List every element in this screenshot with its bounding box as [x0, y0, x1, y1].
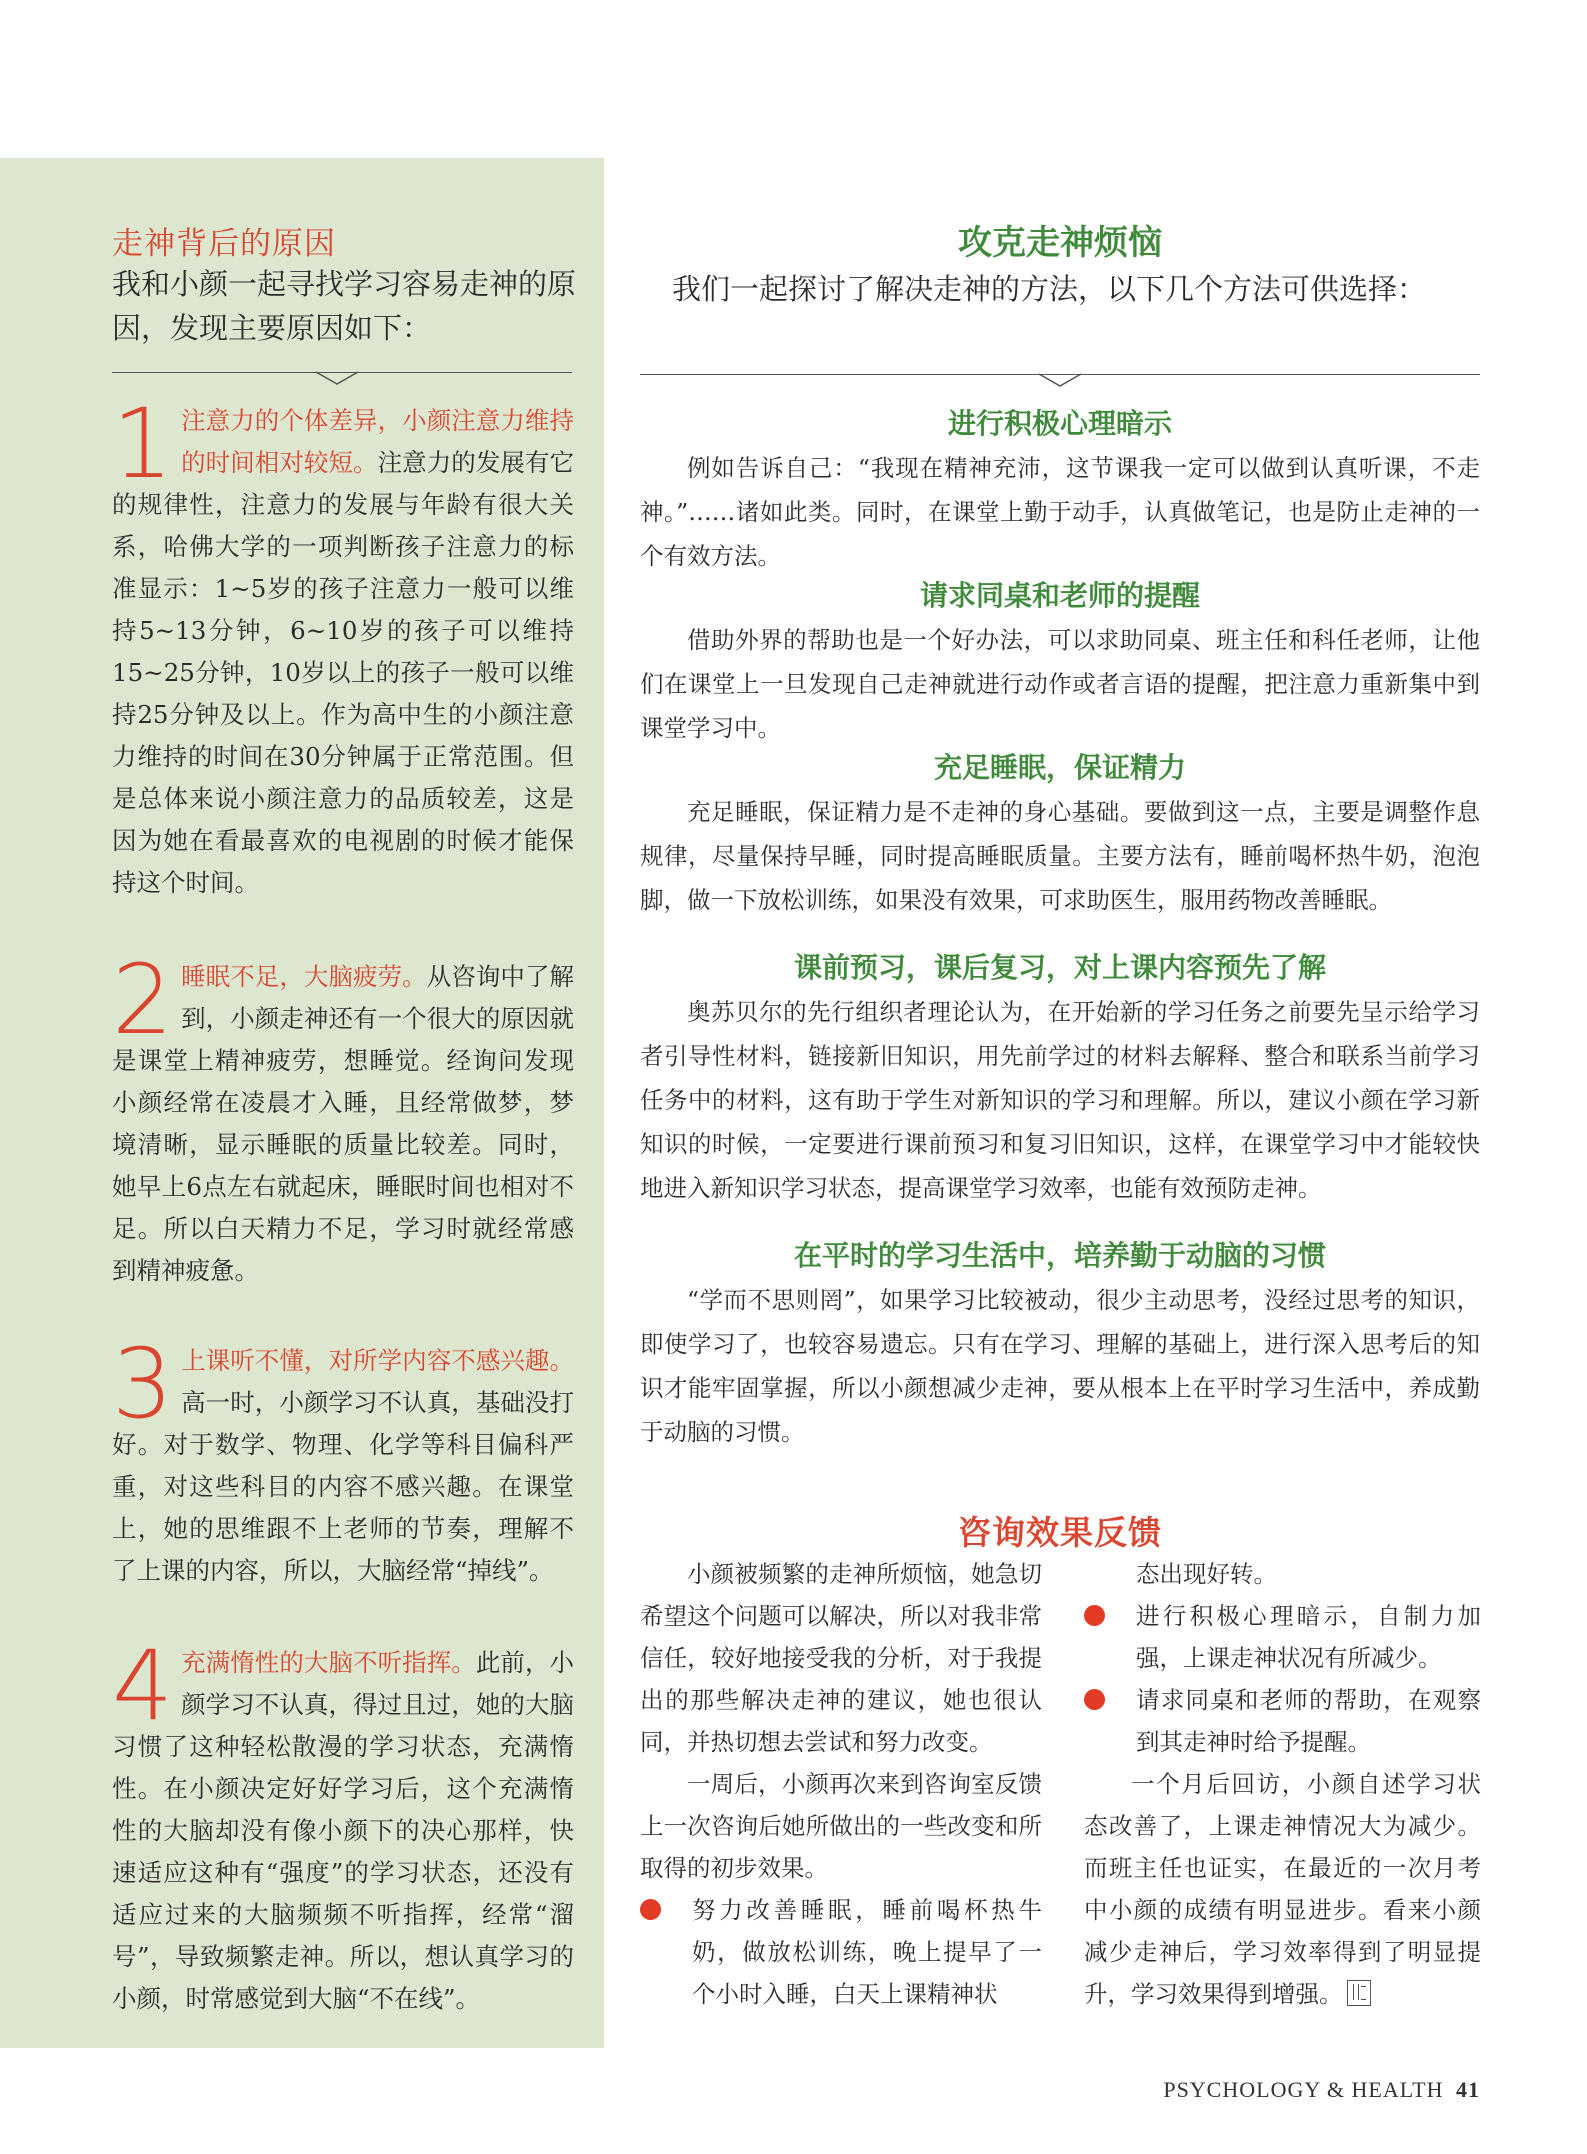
bullet-text: 进行积极心理暗示，自制力加强，上课走神状况有所减少。: [1136, 1602, 1481, 1672]
magazine-name: PSYCHOLOGY & HEALTH: [1163, 2077, 1444, 2102]
reason-text: 高一时，小颜学习不认真，基础没打好。对于数学、物理、化学等科目偏科严重，对这些科目的内容不感兴趣。在课堂上，她的思维跟不上老师的节奏，理解不了上课的内容，所以，大脑经常“掉线”。: [112, 1388, 574, 1585]
feedback-paragraph-1: 小颜被频繁的走神所烦恼，她急切希望这个问题可以解决，所以对我非常信任，较好地接受我的分析，对于我提出的那些解决走神的建议，她也很认同，并热切想去尝试和努力改变。: [640, 1560, 1042, 1756]
reason-item-2: [112, 944, 575, 1292]
reason-number: 1: [112, 388, 174, 500]
page-footer: [1160, 2077, 1480, 2103]
method-heading-5: 在平时的学习生活中，培养勤于动脑的习惯: [793, 1239, 1326, 1272]
method-text-3: 充足睡眠，保证精力是不走神的身心基础。要做到这一点，主要是调整作息规律，尽量保持早睡，同时提高睡眠质量。主要方法有，睡前喝杯热牛奶，泡泡脚，做一下放松训练，如果没有效果，可求助医生，服用药物改善睡眠。: [640, 798, 1480, 914]
bullet-dot: [1084, 1605, 1105, 1626]
feedback-bullet-2: [1084, 1595, 1481, 1679]
method-text-5: “学而不思则罔”，如果学习比较被动，很少主动思考，没经过思考的知识，即使学习了，也较容易遗忘。只有在学习、理解的基础上，进行深入思考后的知识才能牢固掌握，所以小颜想减少走神，要从根本上在平时学习生活中，养成勤于动脑的习惯。: [640, 1286, 1480, 1446]
method-heading-3: 充足睡眠，保证精力: [933, 751, 1186, 784]
left-section-title: 走神背后的原因: [112, 226, 336, 262]
bullet-dot: [640, 1899, 661, 1920]
bullet-text: 请求同桌和老师的帮助，在观察到其走神时给予提醒。: [1136, 1686, 1481, 1756]
method-heading-1: 进行积极心理暗示: [947, 407, 1172, 440]
feedback-col-2: [1084, 1553, 1481, 2015]
feedback-col-1: [640, 1553, 1042, 2015]
bullet-dot: [1084, 1689, 1105, 1710]
feedback-bullet-1: [640, 1889, 1042, 2015]
method-heading-2: 请求同桌和老师的提醒: [919, 579, 1200, 612]
reason-text: 此前，小颜学习不认真，得过且过，她的大脑习惯了这种轻松散漫的学习状态，充满惰性。在小颜决定好好学习后，这个充满惰性的大脑却没有像小颜下的决心那样，快速适应这种有“强度”的学习状态，还没有适应过来的大脑频频不听指挥，经常“溜号”，导致频繁走神。所以，想认真学习的小颜，时常感觉到大脑“不在线”。: [112, 1648, 575, 2013]
reason-item-3: [112, 1328, 574, 1592]
feedback-paragraph-2: 一周后，小颜再次来到咨询室反馈上一次咨询后她所做出的一些改变和所取得的初步效果。: [640, 1770, 1042, 1882]
reason-item-4: [112, 1630, 575, 2020]
feedback-bullet-3: [1084, 1679, 1481, 1763]
feedback-paragraph-3-text: 一个月后回访，小颜自述学习状态改善了，上课走神情况大为减少。而班主任也证实，在最近的一次月考中小颜的成绩有明显进步。看来小颜减少走神后，学习效率得到了明显提升，学习效果得到增强。: [1084, 1770, 1481, 2008]
method-text-4: 奥苏贝尔的先行组织者理论认为，在开始新的学习任务之前要先呈示给学习者引导性材料，链接新旧知识，用先前学过的材料去解释、整合和联系当前学习任务中的材料，这有助于学生对新知识的学习和理解。所以，建议小颜在学习新知识的时候，一定要进行课前预习和复习旧知识，这样，在课堂学习中才能较快地进入新知识学习状态，提高课堂学习效率，也能有效预防走神。: [640, 998, 1480, 1202]
reason-lead: 上课听不懂，对所学内容不感兴趣。: [181, 1346, 574, 1375]
right-divider-notch: [1037, 364, 1083, 388]
feedback-title: 咨询效果反馈: [958, 1513, 1162, 1552]
feedback-bullet-1-cont: 态出现好转。: [1136, 1560, 1277, 1588]
method-text-1: 例如告诉自己：“我现在精神充沛，这节课我一定可以做到认真听课，不走神。”……诸如此类。同时，在课堂上勤于动手，认真做笔记，也是防止走神的一个有效方法。: [640, 454, 1480, 570]
reason-number: 2: [112, 944, 174, 1056]
reason-text: 从咨询中了解到，小颜走神还有一个很大的原因就是课堂上精神疲劳，想睡觉。经询问发现小颜经常在凌晨才入睡，且经常做梦，梦境清晰，显示睡眠的质量比较差。同时，她早上6点左右就起床，睡眠时间也相对不足。所以白天精力不足，学习时就经常感到精神疲惫。: [112, 962, 575, 1285]
reason-item-1: [112, 388, 575, 904]
bullet-text: 努力改善睡眠，睡前喝杯热牛奶，做放松训练，晚上提早了一个小时入睡，白天上课精神状: [692, 1896, 1042, 2008]
method-heading-4: 课前预习，课后复习，对上课内容预先了解: [793, 951, 1326, 984]
left-divider-notch: [314, 362, 360, 386]
reason-number: 4: [112, 1630, 174, 1742]
page-number: 41: [1456, 2077, 1480, 2102]
reason-lead: 充满惰性的大脑不听指挥。: [181, 1648, 476, 1677]
left-intro: 我和小颜一起寻找学习容易走神的原因，发现主要原因如下：: [112, 267, 577, 345]
reason-lead: 睡眠不足，大脑疲劳。: [181, 962, 427, 991]
end-seal-icon: [1347, 1980, 1371, 2006]
feedback-paragraph-3: [1084, 1763, 1481, 2015]
right-intro: 我们一起探讨了解决走神的方法，以下几个方法可供选择：: [672, 272, 1427, 306]
reason-lead: 注意力的个体差异，小颜注意力维持的时间相对较短。: [181, 406, 574, 477]
reason-number: 3: [112, 1328, 174, 1440]
method-text-2: 借助外界的帮助也是一个好办法，可以求助同桌、班主任和科任老师，让他们在课堂上一旦发现自己走神就进行动作或者言语的提醒，把注意力重新集中到课堂学习中。: [640, 626, 1480, 742]
right-section-title: 攻克走神烦恼: [958, 223, 1162, 263]
reason-text: 注意力的发展有它的规律性，注意力的发展与年龄有很大关系，哈佛大学的一项判断孩子注意力的标准显示：1~5岁的孩子注意力一般可以维持5~13分钟，6~10岁的孩子可以维持15~25分钟，10岁以上的孩子一般可以维持25分钟及以上。作为高中生的小颜注意力维持的时间在30分钟属于正常范围。但是总体来说小颜注意力的品质较差，这是因为她在看最喜欢的电视剧的时候才能保持这个时间。: [112, 448, 575, 897]
